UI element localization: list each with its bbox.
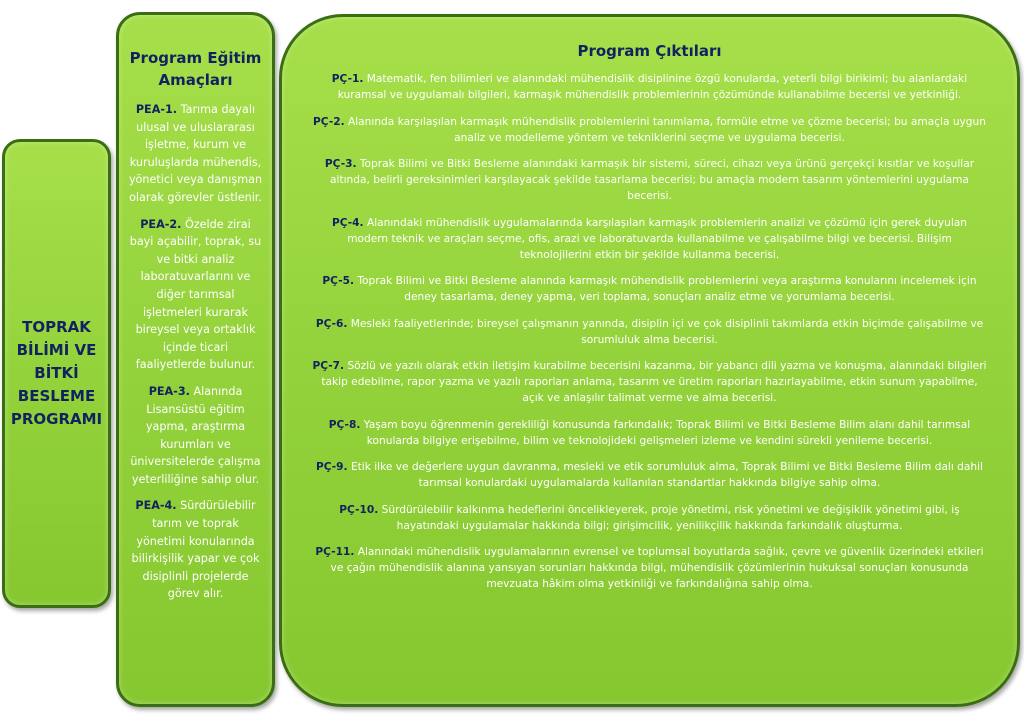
program-title-box [2,139,111,608]
outcome-text: Sözlü ve yazılı olarak etkin iletişim kurabilme becerisini kazanma, bir yabancı dili yazma ve konuşma, alanındaki bilgileri takip edebilme, rapor yazma ve yazılı raporları anlama, tasarım ve üretim raporları hazırlayabilme, etkin sunum yapabilme, açık ve anlaşılır talimat verme ve alma becerisi. [321,360,987,404]
outcome-item [312,417,987,449]
outcome-text: Sürdürülebilir kalkınma hedeflerini öncelikleyerek, proje yönetimi, risk yönetimi ve değişiklik yönetimi gibi, iş hayatındaki uygulamalar hakkında bilgi; girişimcilik, yenilikçilik hakkında farkındalık oluşturma. [381,503,960,532]
objective-item [128,383,263,489]
outcome-item [312,316,987,348]
outcome-code: PÇ-3. [324,158,357,170]
program-title-line: PROGRAMI [10,410,103,428]
outcome-text: Toprak Bilimi ve Bitki Besleme alanındaki karmaşık bir sistemi, süreci, cihazı veya ürünü gerçekçi kısıtlar ve koşullar altında, belirli gereksinimleri karşılayacak şekilde tasarlama becerisi; bu amaçla modern tasarım yöntemlerini uygulama becerisi. [330,158,975,202]
outcome-text: Mesleki faaliyetlerinde; bireysel çalışmanın yanında, disiplin içi ve çok disiplinli takımlarda etkin biçimde çalışabilme ve sorumluluk alma becerisi. [350,317,984,346]
outcomes-box [279,14,1020,707]
outcome-item [312,71,987,103]
outcome-item [312,544,987,592]
objective-code: PEA-3. [148,384,190,398]
outcome-code: PÇ-5. [322,275,354,287]
outcome-code: PÇ-6. [315,317,348,330]
objective-code: PEA-4. [135,499,177,513]
objectives-box [116,12,275,707]
outcome-item [312,215,987,263]
outcome-code: PÇ-11. [315,546,355,558]
outcome-text: Alanındaki mühendislik uygulamalarında karşılaşılan karmaşık problemlerin analizi ve çözümü için gerek duyulan modern teknik ve araçları seçme, ofis, arazi ve laboratuvarda kullanabilme ve çalışabilme bilgi ve becerisi. Bilişim teknolojilerini etkin bir şekilde kullanma becerisi. [347,216,967,261]
objective-item [128,497,263,603]
objective-item [128,101,263,207]
outcome-item [312,114,987,146]
objective-text: Özelde zirai bayi açabilir, toprak, su ve bitki analiz laboratuvarlarını ve diğer tarımsal işletmeleri kurarak bireysel veya ortaklık içinde ticari faaliyetlerde bulunur. [129,217,262,372]
outcome-code: PÇ-1. [331,73,364,85]
objective-item [128,216,263,374]
outcome-code: PÇ-7. [312,360,345,372]
objectives-heading: Program Eğitim Amaçları [129,49,262,89]
outcome-text: Yaşam boyu öğrenmenin gerekliliği konusunda farkındalık; Toprak Bilimi ve Bitki Besleme Bilim alanı dahil tarımsal konularda bilgiye erişebilme, bilim ve teknolojideki gelişmeleri izleme ve kendini sürekli yenileme becerisi. [363,418,971,447]
outcome-text: Etik ilke ve değerlere uygun davranma, mesleki ve etik sorumluluk alma, Toprak Bilimi ve Bitki Besleme Bilim dalı dahil tarımsal konulardaki uygulamalarda kullanılan standartlar hakkında bilgiye sahip olma. [350,461,984,489]
outcome-text: Alanındaki mühendislik uygulamalarının evrensel ve toplumsal boyutlarda sağlık, çevre ve güvenlik üzerindeki etkileri ve çağın mühendislik alanına yansıyan sorunları hakkında bilgi, mühendislik çözümlerinin hukuksal sonuçları konusunda mevzuata hâkim olma yetkinliği ve farkındalığına sahip olma. [330,546,984,590]
objective-text: Sürdürülebilir tarım ve toprak yönetimi konularında bilirkişilik yapar ve çok disiplinli projelerde görev alır. [131,499,260,601]
objective-code: PEA-1. [135,103,178,116]
outcome-code: PÇ-10. [339,503,379,516]
program-title-line: BİLİMİ VE [16,341,97,359]
program-title [7,316,106,431]
outcome-item [312,358,987,406]
outcome-text: Toprak Bilimi ve Bitki Besleme alanında karmaşık mühendislik problemlerini veya araştırma konularını incelemek için deney tasarlama, deney yapma, veri toplama, sonuçları analiz etme ve yorumlama becerisi. [357,275,977,303]
outcome-code: PÇ-9. [315,461,348,473]
program-title-line: BİTKİ [34,364,79,382]
outcome-text: Matematik, fen bilimleri ve alanındaki mühendislik disiplinine özgü konularda, yeterli bilgi birikimi; bu alanlardaki kuramsal ve uygulamalı bilgileri, karmaşık mühendislik problemlerinin çözümünde kullanabilme becerisi ve yetkinliği. [337,73,968,101]
objective-code: PEA-2. [140,217,182,231]
program-title-line: TOPRAK [22,318,91,336]
objective-text: Alanında Lisansüstü eğitim yapma, araştırma kurumları ve üniversitelerde çalışma yeterliliğine sahip olur. [130,384,261,486]
outcomes-heading: Program Çıktıları [577,42,722,60]
outcome-text: Alanında karşılaşılan karmaşık mühendislik problemlerini tanımlama, formüle etme ve çözme becerisi; bu amaçla uygun analiz ve modelleme yöntem ve tekniklerini seçme ve uygulama becerisi. [347,115,986,144]
outcome-code: PÇ-8. [328,418,361,431]
outcome-item [312,459,987,491]
outcome-code: PÇ-2. [313,115,345,128]
objective-text: Tarıma dayalı ulusal ve uluslararası işletme, kurum ve kuruluşlarda mühendis, yönetici veya danışman olarak görevler üstlenir. [128,103,263,204]
program-title-line: BESLEME [17,387,96,405]
outcome-code: PÇ-4. [332,216,364,229]
outcome-item [312,156,987,204]
outcome-item [312,502,987,534]
outcome-item [312,273,987,305]
